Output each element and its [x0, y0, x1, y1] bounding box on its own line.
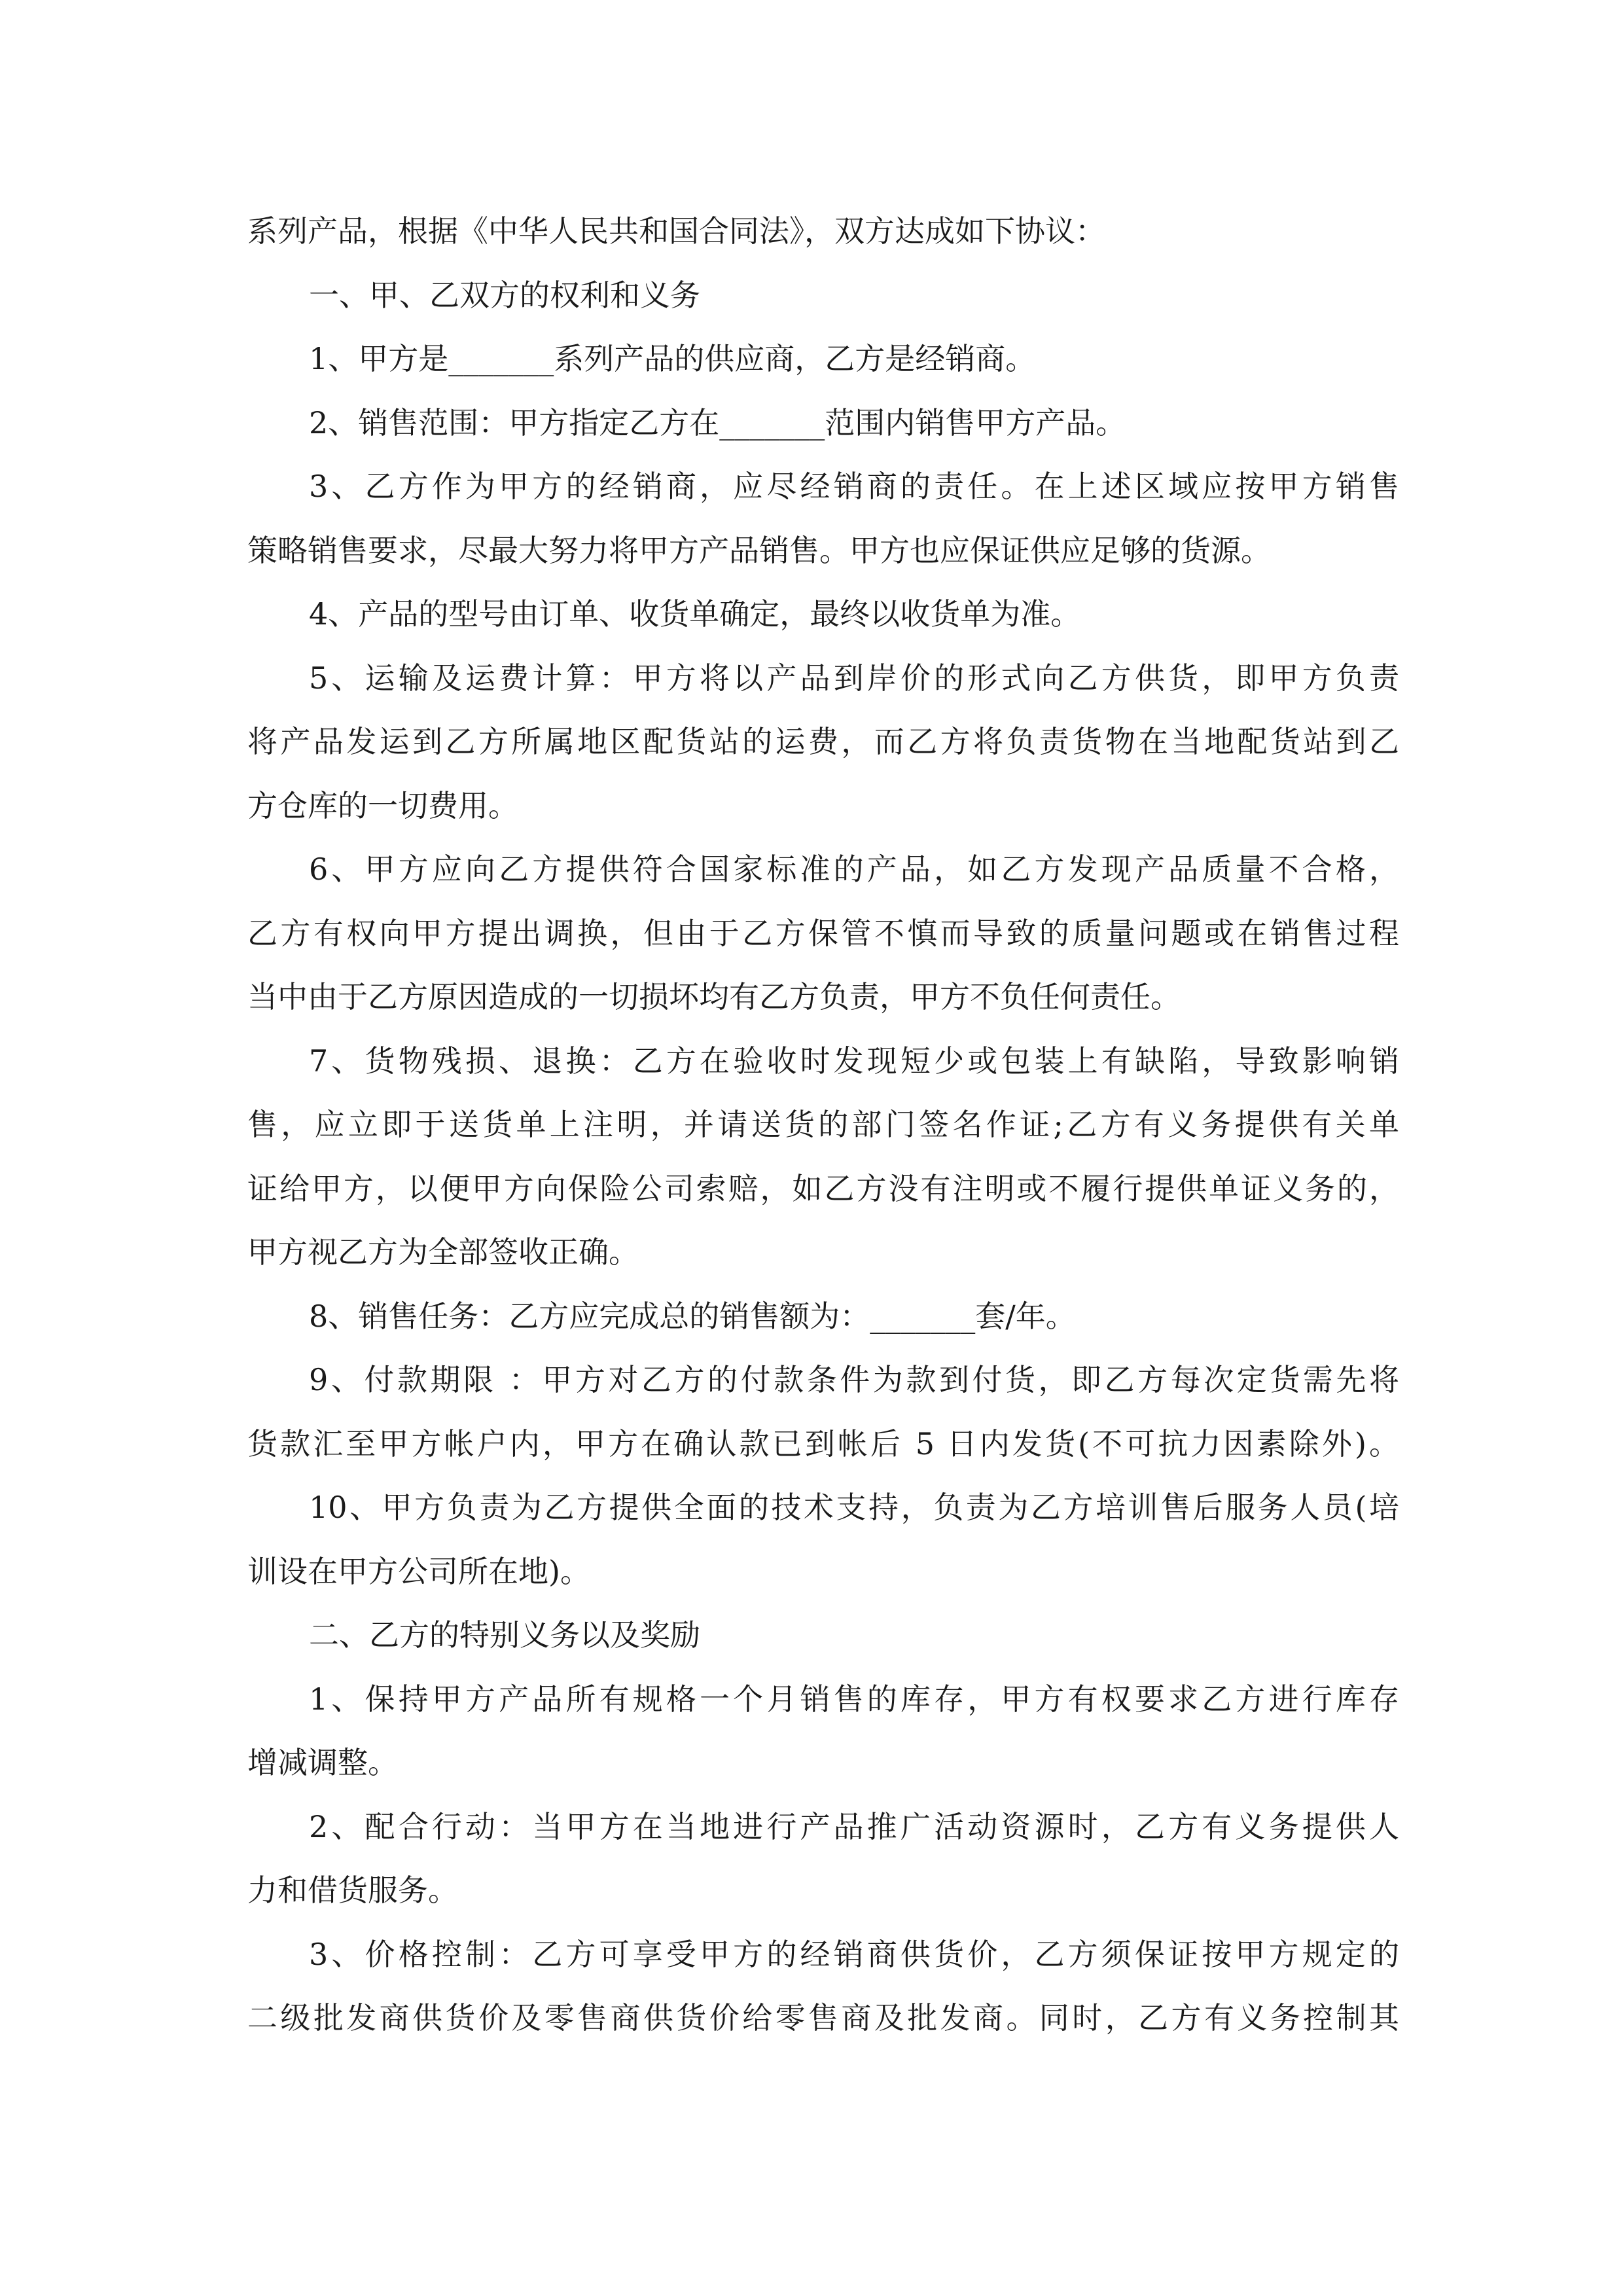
document-line: 9、付款期限 ：甲方对乙方的付款条件为款到付货，即乙方每次定货需先将 — [309, 1362, 1399, 1397]
document-line: 二、乙方的特别义务以及奖励 — [309, 1617, 700, 1653]
document-line: 4、产品的型号由订单、收货单确定，最终以收货单为准。 — [309, 596, 1081, 632]
document-line: 乙方有权向甲方提出调换，但由于乙方保管不慎而导致的质量问题或在销售过程 — [247, 915, 1399, 951]
document-line: 2、销售范围：甲方指定乙方在_______范围内销售甲方产品。 — [309, 404, 1126, 440]
document-line: 训设在甲方公司所在地)。 — [247, 1553, 590, 1589]
document-line: 7、货物残损、退换：乙方在验收时发现短少或包装上有缺陷，导致影响销 — [309, 1043, 1399, 1079]
document-line: 增减调整。 — [247, 1745, 398, 1780]
document-line: 6、甲方应向乙方提供符合国家标准的产品，如乙方发现产品质量不合格， — [309, 852, 1399, 887]
document-line: 方仓库的一切费用。 — [247, 787, 518, 823]
document-line: 5、运输及运费计算：甲方将以产品到岸价的形式向乙方供货，即甲方负责 — [309, 660, 1399, 696]
document-line: 力和借货服务。 — [247, 1873, 458, 1908]
document-line: 1、甲方是_______系列产品的供应商，乙方是经销商。 — [309, 341, 1036, 376]
document-line: 二级批发商供货价及零售商供货价给零售商及批发商。同时，乙方有义务控制其 — [247, 2000, 1399, 2036]
document-line: 1、保持甲方产品所有规格一个月销售的库存，甲方有权要求乙方进行库存 — [309, 1681, 1399, 1717]
document-line: 策略销售要求，尽最大努力将甲方产品销售。甲方也应保证供应足够的货源。 — [247, 532, 1271, 568]
document-line: 3、价格控制：乙方可享受甲方的经销商供货价，乙方须保证按甲方规定的 — [309, 1936, 1399, 1972]
document-line: 8、销售任务：乙方应完成总的销售额为：_______套/年。 — [309, 1298, 1076, 1334]
document-line: 甲方视乙方为全部签收正确。 — [247, 1234, 639, 1270]
document-line: 将产品发运到乙方所属地区配货站的运费，而乙方将负责货物在当地配货站到乙 — [247, 724, 1399, 759]
document-line: 当中由于乙方原因造成的一切损坏均有乙方负责，甲方不负任何责任。 — [247, 979, 1181, 1014]
document-line: 货款汇至甲方帐户内，甲方在确认款已到帐后 5 日内发货(不可抗力因素除外)。 — [247, 1426, 1399, 1462]
document-line: 售，应立即于送货单上注明，并请送货的部门签名作证;乙方有义务提供有关单 — [247, 1107, 1399, 1142]
document-body — [247, 200, 1399, 2051]
document-line: 2、配合行动：当甲方在当地进行产品推广活动资源时，乙方有义务提供人 — [309, 1808, 1399, 1844]
document-line: 10、甲方负责为乙方提供全面的技术支持，负责为乙方培训售后服务人员(培 — [309, 1490, 1399, 1525]
document-line: 一、甲、乙双方的权利和义务 — [309, 277, 700, 313]
document-line: 系列产品，根据《中华人民共和国合同法》，双方达成如下协议： — [247, 213, 1105, 249]
document-line: 3、乙方作为甲方的经销商，应尽经销商的责任。在上述区域应按甲方销售 — [309, 469, 1399, 504]
document-line: 证给甲方，以便甲方向保险公司索赔，如乙方没有注明或不履行提供单证义务的， — [247, 1170, 1399, 1206]
